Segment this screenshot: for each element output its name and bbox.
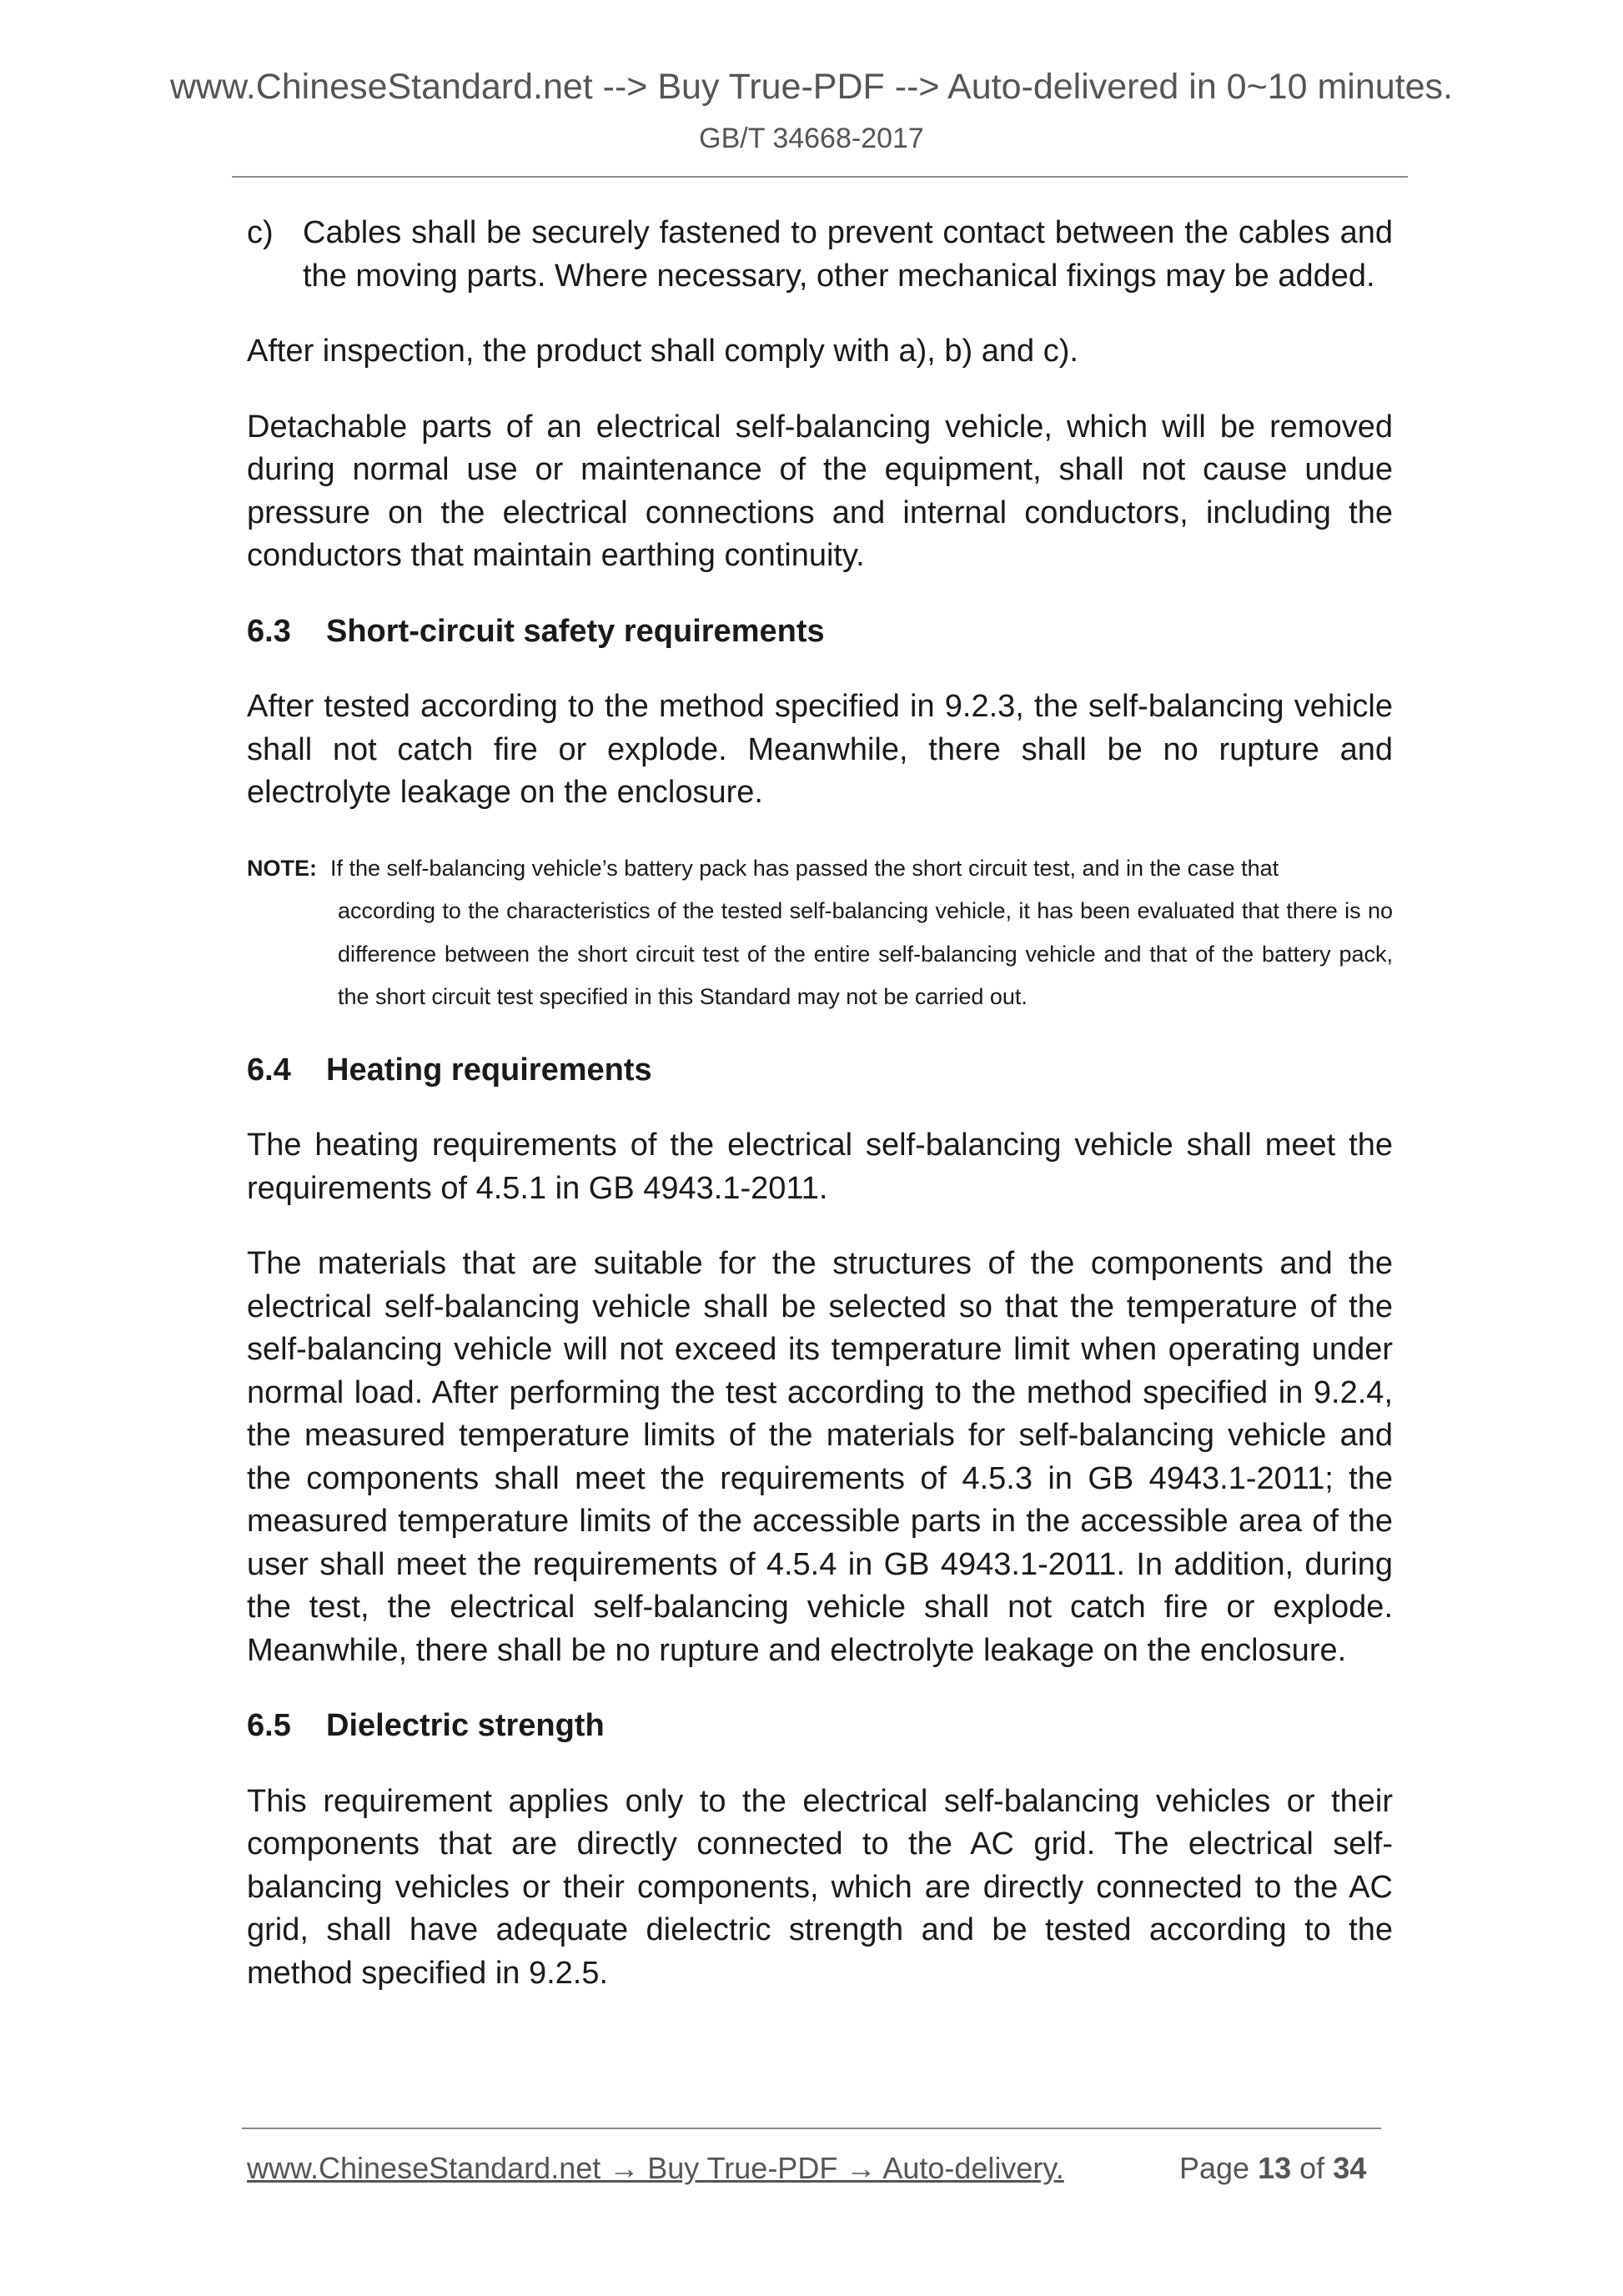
section-title: Heating requirements: [326, 1052, 652, 1088]
document-body: [247, 212, 1393, 2027]
note-first-line: If the self-balancing vehicle’s battery pack has passed the short circuit test, and in the case that: [330, 855, 1279, 881]
paragraph-after-inspection: After inspection, the product shall comply with a), b) and c).: [247, 334, 1078, 369]
page-total: 34: [1333, 2151, 1367, 2185]
page-prefix: Page: [1179, 2151, 1250, 2185]
paragraph-short-circuit: After tested according to the method specified in 9.2.3, the self-balancing vehicle shall not catch fire or explode. Meanwhile, there shall be no rupture and electrolyte leakage on the enclosure.: [247, 689, 1393, 810]
list-item-text: Cables shall be securely fastened to prevent contact between the cables and the moving parts. Where necessary, other mechanical fixings may be added.: [303, 215, 1393, 294]
standard-number: GB/T 34668-2017: [699, 123, 924, 154]
section-heading-6-4: [247, 1049, 1393, 1093]
section-number: 6.5: [247, 1708, 291, 1743]
section-heading-6-3: [247, 610, 1393, 654]
list-marker: c): [247, 215, 274, 250]
section-title: Short-circuit safety requirements: [326, 613, 825, 649]
section-number: 6.4: [247, 1052, 291, 1088]
paragraph-heating-2: The materials that are suitable for the structures of the components and the electrical self-balancing vehicle shall be selected so that the temperature of the self-balancing vehicle will not exceed its temperature limit when operating under normal load. After performing the test according to the method specified in 9.2.4, the measured temperature limits of the materials for self-balancing vehicle and the components shall meet the requirements of 4.5.3 in GB 4943.1-2011; the measured temperature limits of the accessible parts in the accessible area of the user shall meet the requirements of 4.5.4 in GB 4943.1-2011. In addition, during the test, the electrical self-balancing vehicle shall not catch fire or explode. Meanwhile, there shall be no rupture and electrolyte leakage on the enclosure.: [247, 1246, 1393, 1668]
section-title: Dielectric strength: [326, 1708, 605, 1743]
note-text: according to the characteristics of the tested self-balancing vehicle, it has been evaluated that there is no difference between the short circuit test of the entire self-balancing vehicle and that of the battery pack, the short circuit test specified in this Standard may not be carried out.: [338, 898, 1393, 1009]
note-block: [247, 847, 1393, 1019]
list-item-c: [247, 212, 1393, 298]
header-banner: www.ChineseStandard.net --> Buy True-PDF --> Auto-delivered in 0~10 minutes.: [169, 67, 1453, 107]
page-current: 13: [1258, 2151, 1292, 2185]
paragraph-heating-1: The heating requirements of the electrical self-balancing vehicle shall meet the requirements of 4.5.1 in GB 4943.1-2011.: [247, 1128, 1393, 1206]
page-indicator: [1179, 2149, 1366, 2188]
section-number: 6.3: [247, 613, 291, 649]
paragraph-detachable-parts: Detachable parts of an electrical self-balancing vehicle, which will be removed during normal use or maintenance of the equipment, shall not cause undue pressure on the electrical connections and internal conductors, including the conductors that maintain earthing continuity.: [247, 409, 1393, 573]
section-heading-6-5: [247, 1705, 1393, 1748]
page-of: of: [1299, 2151, 1325, 2185]
note-label: NOTE:: [247, 855, 317, 881]
paragraph-dielectric: This requirement applies only to the electrical self-balancing vehicles or their components that are directly connected to the AC grid. The electrical self-balancing vehicles or their components, which are directly connected to the AC grid, shall have adequate dielectric strength and be tested according to the method specified in 9.2.5.: [247, 1783, 1393, 1991]
footer-link[interactable]: www.ChineseStandard.net → Buy True-PDF → Auto-delivery.: [247, 2151, 1064, 2185]
footer-divider: [242, 2128, 1381, 2129]
header-divider: [232, 176, 1408, 178]
